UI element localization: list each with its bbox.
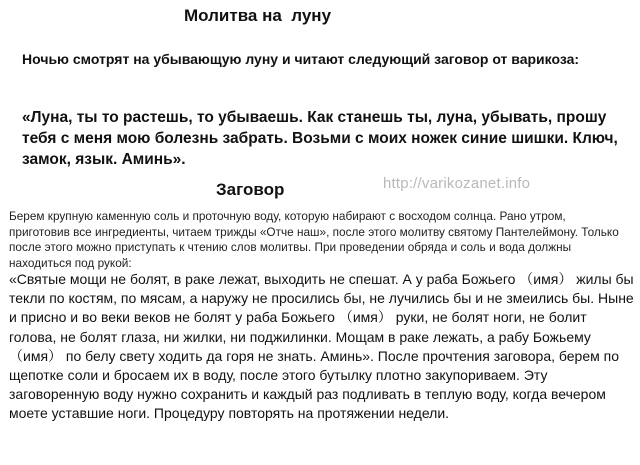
- incantation-text: «Святые мощи не болят, в раке лежат, выходить не спешат. А у раба Божьего （имя） жилы бы текли по костям, по мясам, а наружу не просились бы, не лучились бы и не змеились бы. Ныне и присно и во веки веков не болят у раба Божьего （имя） руки, не болят ноги, не болит голова, не болят глаза, ни жилки, ни поджилинки. Мощам в раке лежать, а рабу Божьему （имя） по белу свету ходить да горя не знать. Аминь». После прочтения заговора, берем по щепотке соли и бросаем их в воду, после этого бутылку плотно закупориваем. Эту заговоренную воду нужно сохранить и каждый раз подливать в теплую воду, когда вечером моете уставшие ноги. Процедуру повторять на протяжении недели.: [9, 271, 634, 422]
- section-heading: Заговор: [216, 180, 285, 199]
- ritual-instructions: Берем крупную каменную соль и проточную воду, которую набирают с восходом солнца. Рано утром, приготовив все ингредиенты, читаем трижды «Отче наш», после этого молитву святому Пантелеймону. Только после этого можно приступать к чтению слов молитвы. При проведении обряда и соль и вода должны находиться под рукой:: [9, 209, 619, 270]
- page-title: Молитва на луну: [184, 6, 332, 25]
- site-watermark: http://varikozanet.info: [383, 175, 531, 192]
- intro-paragraph: Ночью смотрят на убывающую луну и читают следующий заговор от варикоза:: [22, 51, 580, 67]
- moon-prayer-text: «Луна, ты то растешь, то убываешь. Как станешь ты, луна, убывать, прошу тебя с меня мою болезнь забрать. Возьми с моих ножек синие шишки. Ключ, замок, язык. Аминь».: [22, 109, 618, 168]
